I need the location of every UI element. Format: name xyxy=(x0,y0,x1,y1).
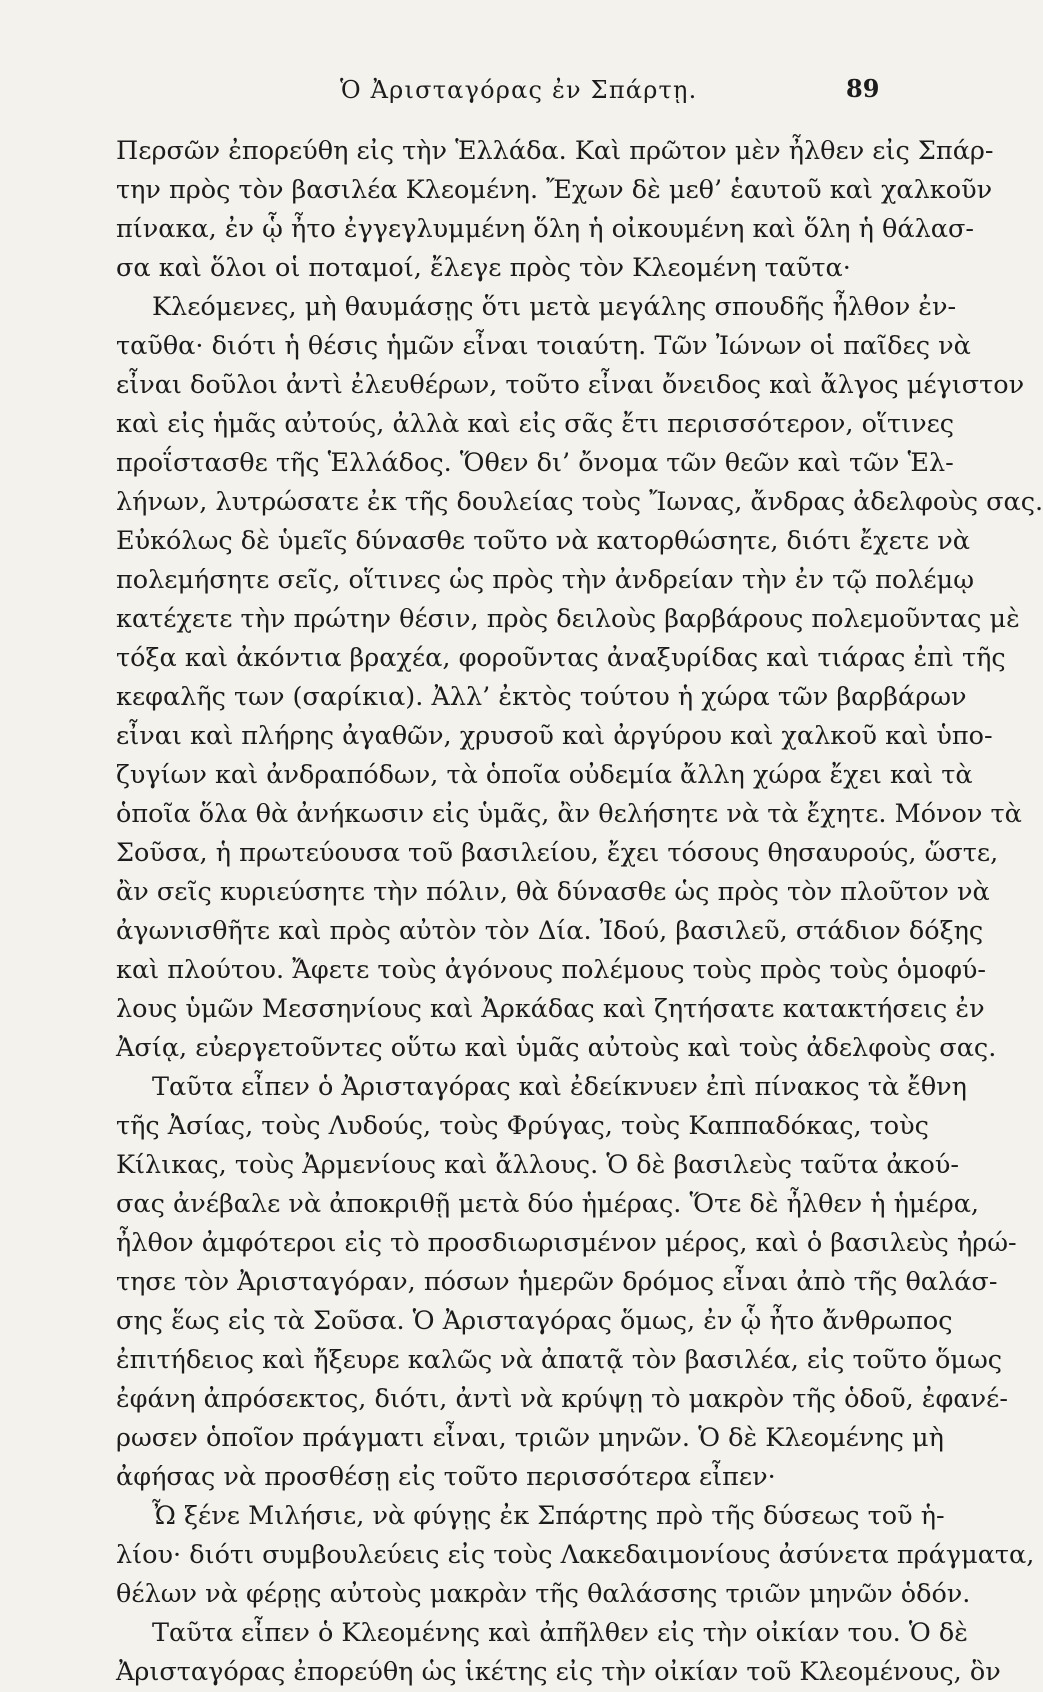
text-line: τησε τὸν Ἀρισταγόραν, πόσων ἡμερῶν δρόμος εἶναι ἀπὸ τῆς θαλάσ- xyxy=(116,1267,998,1297)
text-line: Ταῦτα εἶπεν ὁ Ἀρισταγόρας καὶ ἐδείκνυεν ἐπὶ πίνακος τὰ ἔθνη xyxy=(152,1072,967,1102)
text-line: ἀγωνισθῆτε καὶ πρὸς αὐτὸν τὸν Δία. Ἰδού, βασιλεῦ, στάδιον δόξης xyxy=(116,916,984,946)
body-text xyxy=(116,132,1043,1692)
text-line: τῆς Ἀσίας, τοὺς Λυδούς, τοὺς Φρύγας, τοὺς Καππαδόκας, τοὺς xyxy=(116,1111,929,1141)
text-line: ὁποῖα ὅλα θὰ ἀνήκωσιν εἰς ὑμᾶς, ἂν θελήσητε νὰ τὰ ἔχητε. Μόνον τὰ xyxy=(116,799,1022,829)
text-line: σα καὶ ὅλοι οἱ ποταμοί, ἔλεγε πρὸς τὸν Κλεομένη ταῦτα· xyxy=(116,253,851,283)
text-line: λους ὑμῶν Μεσσηνίους καὶ Ἀρκάδας καὶ ζητήσατε κατακτήσεις ἐν xyxy=(116,994,985,1024)
text-line: εἶναι δοῦλοι ἀντὶ ἐλευθέρων, τοῦτο εἶναι ὄνειδος καὶ ἄλγος μέγιστον xyxy=(116,370,1025,400)
text-line: πίνακα, ἐν ᾧ ἦτο ἐγγεγλυμμένη ὅλη ἡ οἰκουμένη καὶ ὅλη ἡ θάλασ- xyxy=(116,214,975,244)
page-header xyxy=(0,76,1029,116)
text-line: Κλεόμενες, μὴ θαυμάσῃς ὅτι μετὰ μεγάλης σπουδῆς ἦλθον ἐν- xyxy=(152,292,957,322)
text-line: ἂν σεῖς κυριεύσητε τὴν πόλιν, θὰ δύνασθε ὡς πρὸς τὸν πλοῦτον νὰ xyxy=(116,877,990,907)
text-line: ἀφήσας νὰ προσθέσῃ εἰς τοῦτο περισσότερα εἶπεν· xyxy=(116,1462,776,1492)
text-line: λίου· διότι συμβουλεύεις εἰς τοὺς Λακεδαιμονίους ἀσύνετα πράγματα, xyxy=(116,1540,1035,1570)
text-line: ἐφάνη ἀπρόσεκτος, διότι, ἀντὶ νὰ κρύψῃ τὸ μακρὸν τῆς ὁδοῦ, ἐφανέ- xyxy=(116,1384,1008,1414)
text-line: εἶναι καὶ πλήρης ἀγαθῶν, χρυσοῦ καὶ ἀργύρου καὶ χαλκοῦ καὶ ὑπο- xyxy=(116,721,993,751)
text-line: καὶ εἰς ἡμᾶς αὐτούς, ἀλλὰ καὶ εἰς σᾶς ἔτι περισσότερον, οἵτινες xyxy=(116,409,955,439)
text-line: πολεμήσητε σεῖς, οἵτινες ὡς πρὸς τὴν ἀνδρείαν τὴν ἐν τῷ πολέμῳ xyxy=(116,565,975,595)
text-line: ρωσεν ὁποῖον πράγματι εἶναι, τριῶν μηνῶν. Ὁ δὲ Κλεομένης μὴ xyxy=(116,1423,944,1453)
text-line: την πρὸς τὸν βασιλέα Κλεομένη. Ἔχων δὲ μεθ’ ἑαυτοῦ καὶ χαλκοῦν xyxy=(116,175,993,205)
text-line: Κίλικας, τοὺς Ἀρμενίους καὶ ἄλλους. Ὁ δὲ βασιλεὺς ταῦτα ἀκού- xyxy=(116,1150,959,1180)
text-line: Ἀσίᾳ, εὐεργετοῦντες οὕτω καὶ ὑμᾶς αὐτοὺς καὶ τοὺς ἀδελφοὺς σας. xyxy=(116,1033,997,1063)
text-line: ζυγίων καὶ ἀνδραπόδων, τὰ ὁποῖα οὐδεμία ἄλλη χώρα ἔχει καὶ τὰ xyxy=(116,760,973,790)
text-line: Περσῶν ἐπορεύθη εἰς τὴν Ἑλλάδα. Καὶ πρῶτον μὲν ἦλθεν εἰς Σπάρ- xyxy=(116,136,994,166)
text-line: Εὐκόλως δὲ ὑμεῖς δύνασθε τοῦτο νὰ κατορθώσητε, διότι ἔχετε νὰ xyxy=(116,526,970,556)
text-line: προΐστασθε τῆς Ἑλλάδος. Ὅθεν δι’ ὄνομα τῶν θεῶν καὶ τῶν Ἑλ- xyxy=(116,448,954,478)
text-line: Σοῦσα, ἡ πρωτεύουσα τοῦ βασιλείου, ἔχει τόσους θησαυρούς, ὥστε, xyxy=(116,838,999,868)
page-number: 89 xyxy=(846,74,880,103)
text-line: ταῦθα· διότι ἡ θέσις ἡμῶν εἶναι τοιαύτη. Τῶν Ἰώνων οἱ παῖδες νὰ xyxy=(116,331,971,361)
text-line: κατέχετε τὴν πρώτην θέσιν, πρὸς δειλοὺς βαρβάρους πολεμοῦντας μὲ xyxy=(116,604,1020,634)
running-title: Ὁ Ἀρισταγόρας ἐν Σπάρτῃ. xyxy=(340,76,698,104)
text-line: καὶ πλούτου. Ἄφετε τοὺς ἀγόνους πολέμους τοὺς πρὸς τοὺς ὁμοφύ- xyxy=(116,955,987,985)
text-line: ἦλθον ἀμφότεροι εἰς τὸ προσδιωρισμένον μέρος, καὶ ὁ βασιλεὺς ἠρώ- xyxy=(116,1228,1017,1258)
text-line: λήνων, λυτρώσατε ἐκ τῆς δουλείας τοὺς Ἴωνας, ἄνδρας ἀδελφοὺς σας. xyxy=(116,487,1043,517)
text-line: Ὦ ξένε Μιλήσιε, νὰ φύγῃς ἐκ Σπάρτης πρὸ τῆς δύσεως τοῦ ἡ- xyxy=(152,1501,945,1531)
text-line: σης ἕως εἰς τὰ Σοῦσα. Ὁ Ἀρισταγόρας ὅμως, ἐν ᾧ ἦτο ἄνθρωπος xyxy=(116,1306,953,1336)
text-line: κεφαλῆς των (σαρίκια). Ἀλλ’ ἐκτὸς τούτου ἡ χώρα τῶν βαρβάρων xyxy=(116,682,967,712)
text-line: τόξα καὶ ἀκόντια βραχέα, φοροῦντας ἀναξυρίδας καὶ τιάρας ἐπὶ τῆς xyxy=(116,643,1006,673)
text-line: σας ἀνέβαλε νὰ ἀποκριθῇ μετὰ δύο ἡμέρας. Ὅτε δὲ ἦλθεν ἡ ἡμέρα, xyxy=(116,1189,980,1219)
text-line: ἐπιτήδειος καὶ ἤξευρε καλῶς νὰ ἀπατᾷ τὸν βασιλέα, εἰς τοῦτο ὅμως xyxy=(116,1345,1003,1375)
text-line: θέλων νὰ φέρῃς αὐτοὺς μακρὰν τῆς θαλάσσης τριῶν μηνῶν ὁδόν. xyxy=(116,1579,971,1609)
text-line: Ἀρισταγόρας ἐπορεύθη ὡς ἱκέτης εἰς τὴν οἰκίαν τοῦ Κλεομένους, ὃν xyxy=(116,1657,1001,1687)
text-line: Ταῦτα εἶπεν ὁ Κλεομένης καὶ ἀπῆλθεν εἰς τὴν οἰκίαν του. Ὁ δὲ xyxy=(152,1618,968,1648)
